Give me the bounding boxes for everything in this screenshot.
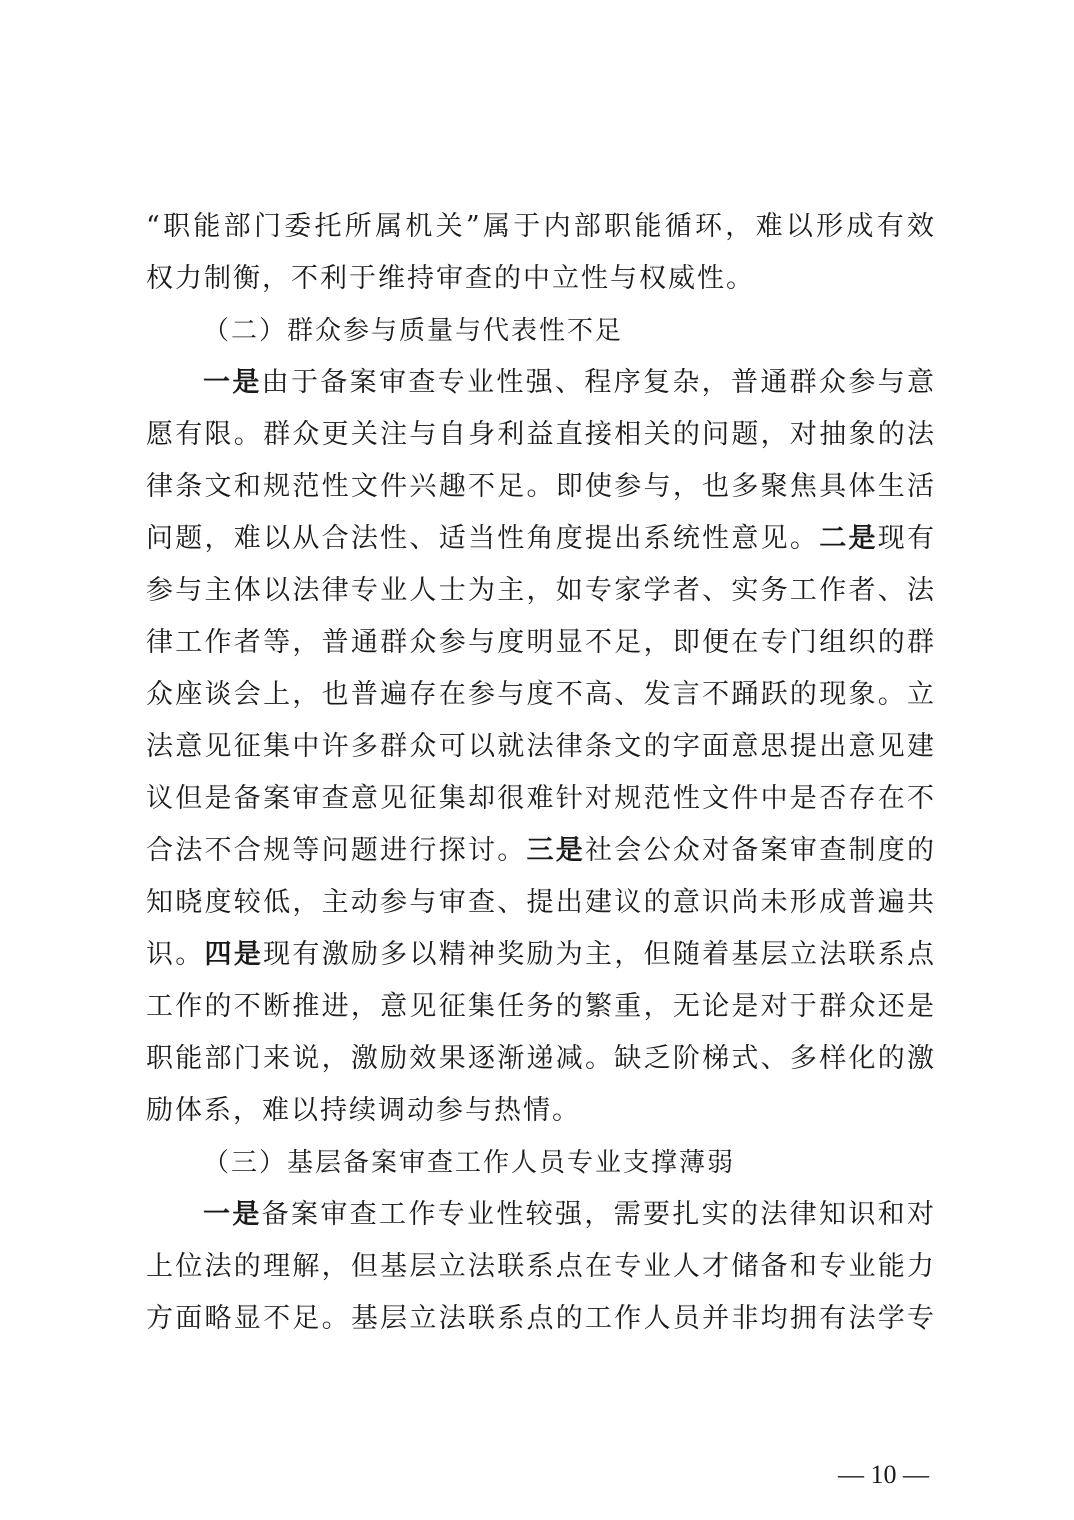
body-text: 由于备案审查专业性强、程序复杂，普通群众参与意: [261, 367, 937, 398]
body-text: 现有激励多以精神奖励为主，但随着基层立法联系点: [263, 939, 937, 970]
list-marker: 四是: [204, 939, 264, 970]
body-text: 识。: [146, 939, 205, 970]
body-line: [146, 519, 936, 559]
body-line: [203, 363, 936, 403]
body-text: 合法不合规等问题进行探讨。: [146, 835, 527, 866]
body-line: 律条文和规范性文件兴趣不足。即使参与，也多聚焦具体生活: [146, 471, 936, 502]
body-text: 备案审查工作专业性较强，需要扎实的法律知识和对: [261, 1199, 937, 1230]
body-text: 社会公众对备案审查制度的: [585, 835, 937, 866]
body-line: 权力制衡，不利于维持审查的中立性与权威性。: [146, 263, 755, 294]
body-line: 励体系，难以持续调动参与热情。: [146, 1095, 581, 1126]
body-line: 上位法的理解，但基层立法联系点在专业人才储备和专业能力: [146, 1251, 936, 1282]
body-line: [146, 935, 936, 975]
body-line: 职能部门来说，激励效果逐渐递减。缺乏阶梯式、多样化的激: [146, 1043, 936, 1074]
body-line: “职能部门委托所属机关”属于内部职能循环，难以形成有效: [146, 211, 936, 242]
body-line: [146, 831, 936, 871]
page-number: — 10 —: [838, 1460, 929, 1489]
list-marker: 一是: [203, 367, 262, 398]
list-marker: 二是: [819, 523, 878, 554]
body-line: 法意见征集中许多群众可以就法律条文的字面意思提出意见建: [146, 731, 936, 762]
list-marker: 三是: [526, 835, 586, 866]
section-heading: （二）群众参与质量与代表性不足: [203, 316, 624, 346]
body-line: [203, 1195, 936, 1235]
body-line: 律工作者等，普通群众参与度明显不足，即便在专门组织的群: [146, 627, 936, 658]
section-heading: （三）基层备案审查工作人员专业支撑薄弱: [203, 1148, 736, 1178]
body-line: 方面略显不足。基层立法联系点的工作人员并非均拥有法学专: [146, 1303, 936, 1334]
body-text: 现有: [877, 523, 937, 554]
body-line: 议但是备案审查意见征集却很难针对规范性文件中是否存在不: [146, 783, 936, 814]
body-text: 问题，难以从合法性、适当性角度提出系统性意见。: [146, 523, 820, 554]
body-line: 知晓度较低，主动参与审查、提出建议的意识尚未形成普遍共: [146, 887, 936, 918]
body-line: 愿有限。群众更关注与自身利益直接相关的问题，对抽象的法: [146, 419, 936, 450]
list-marker: 一是: [203, 1199, 262, 1230]
body-line: 工作的不断推进，意见征集任务的繁重，无论是对于群众还是: [146, 991, 936, 1022]
body-line: 参与主体以法律专业人士为主，如专家学者、实务工作者、法: [146, 575, 936, 606]
body-line: 众座谈会上，也普遍存在参与度不高、发言不踊跃的现象。立: [146, 679, 936, 710]
